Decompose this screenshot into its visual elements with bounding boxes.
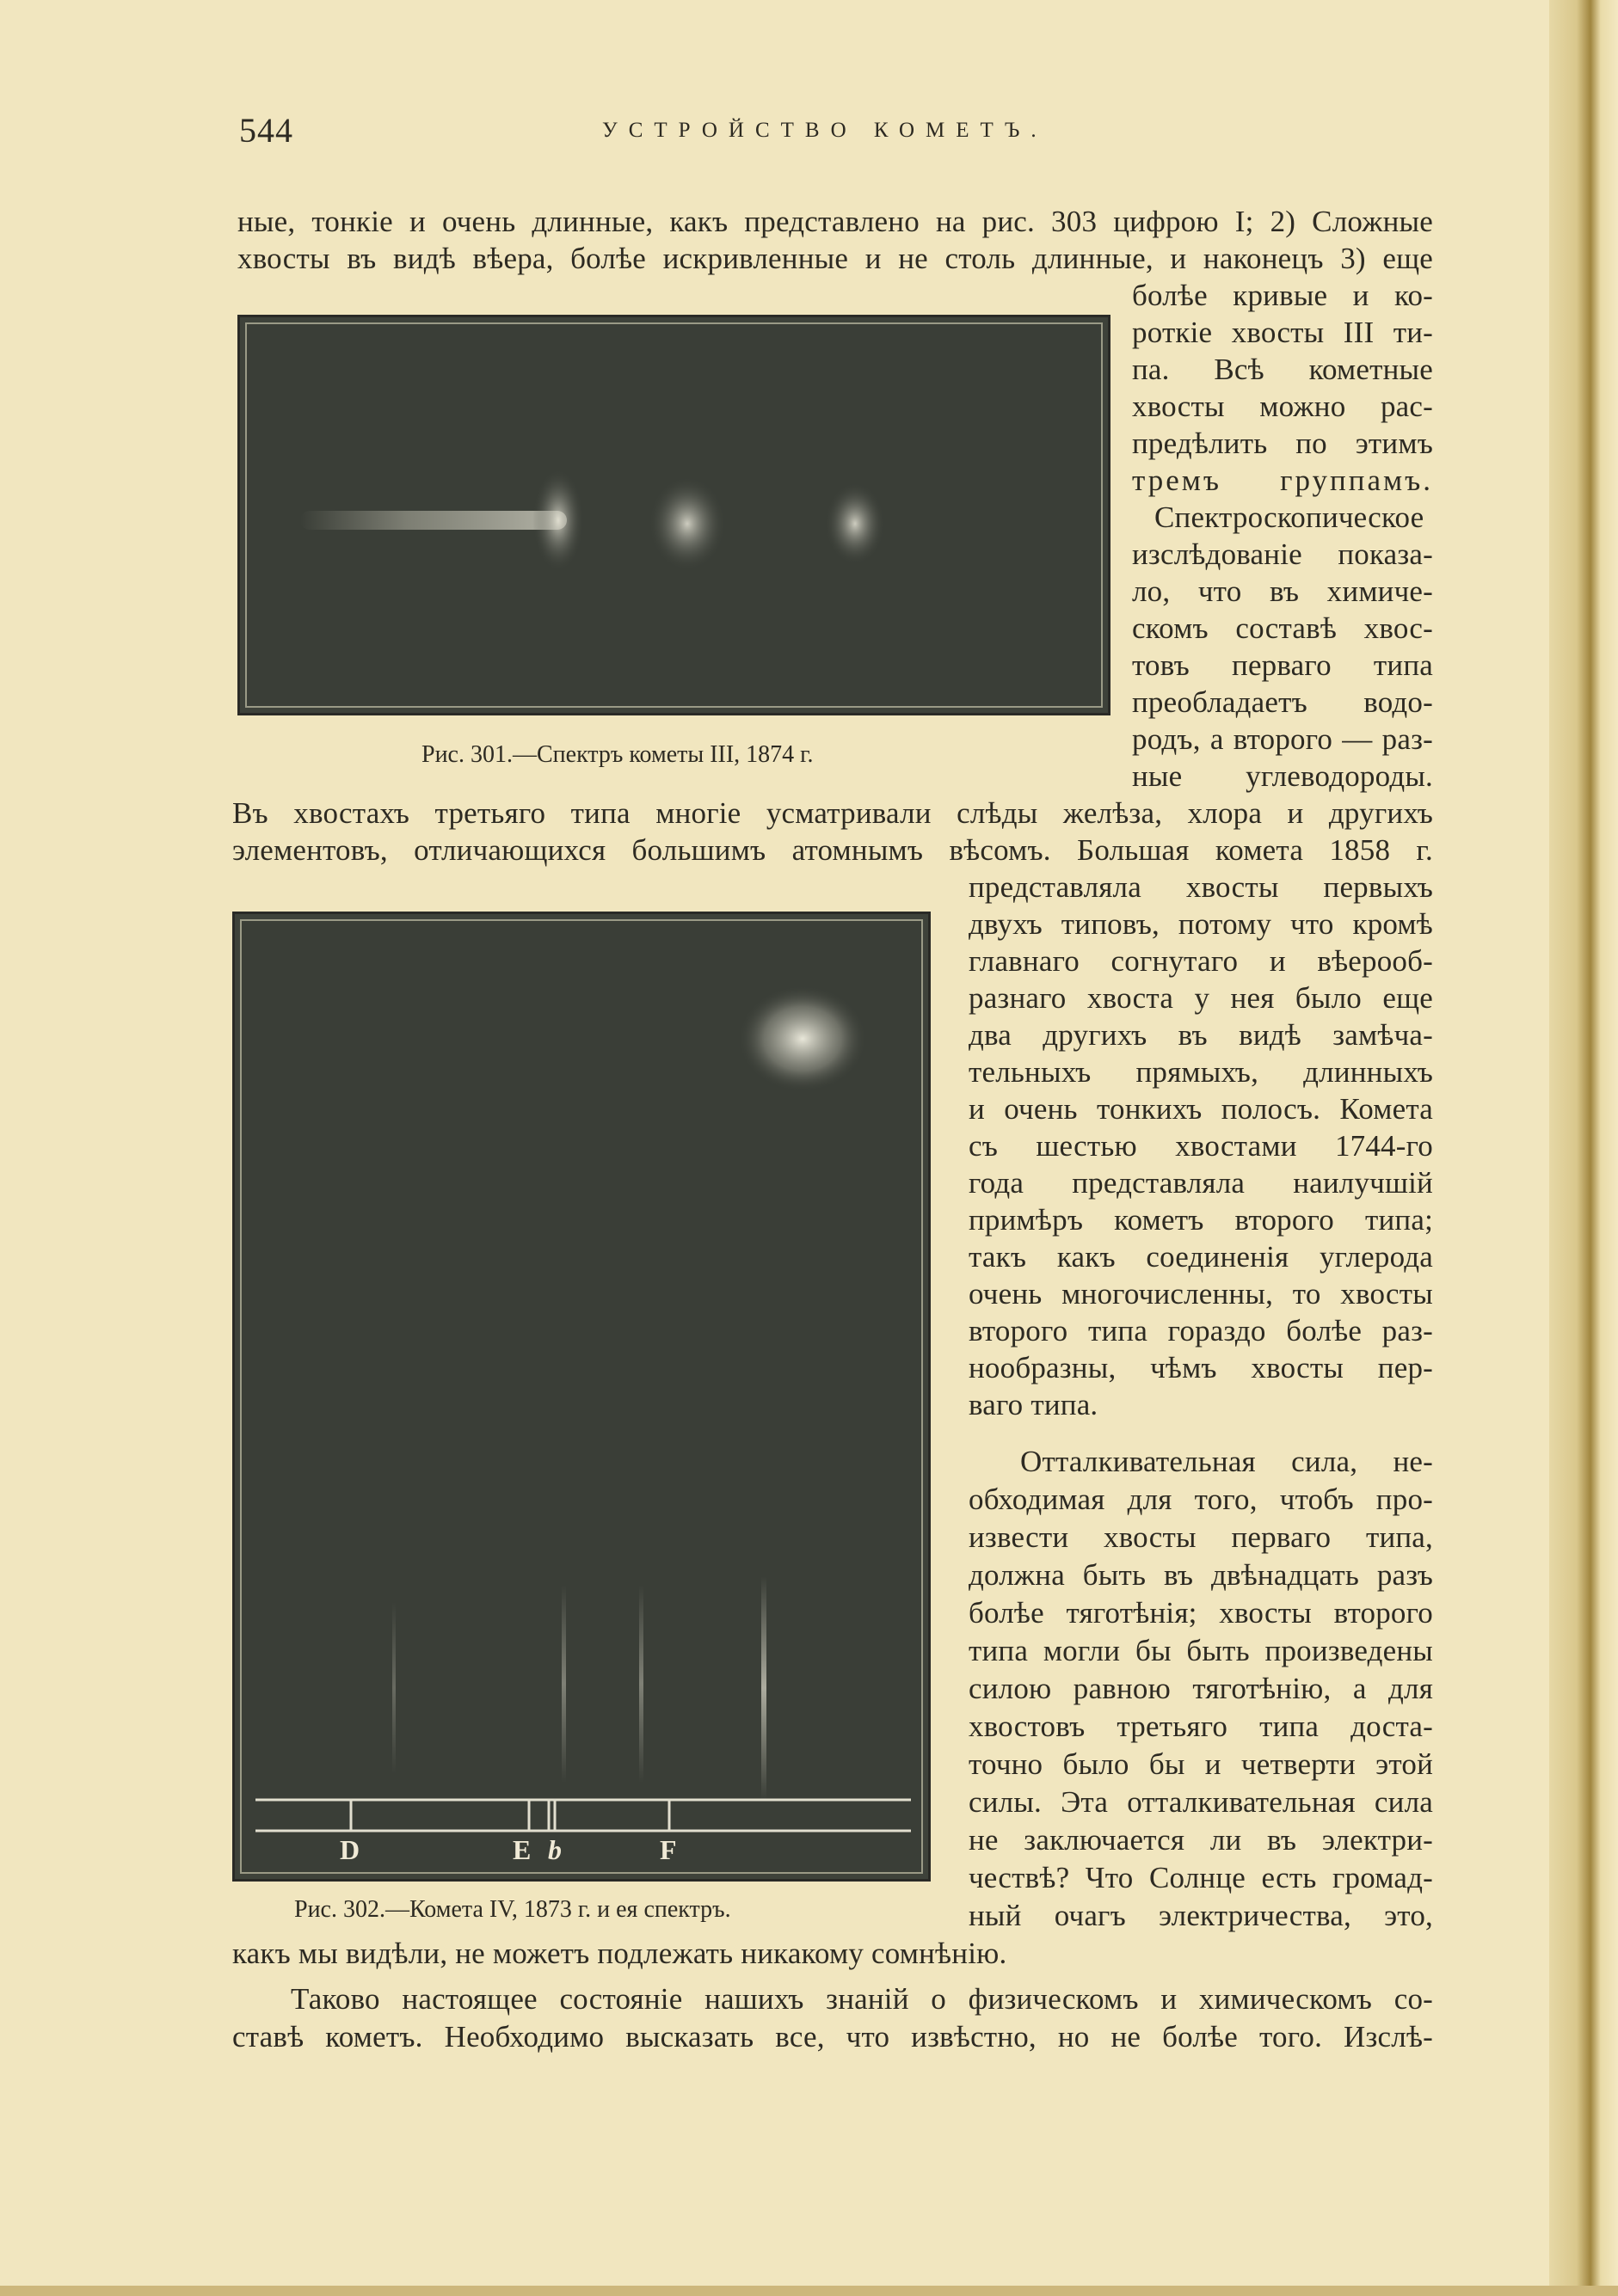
text-line: очень многочисленны, то хвосты	[969, 1277, 1433, 1311]
text-line: болѣе кривые и ко-	[1132, 279, 1433, 312]
text-line: тельныхъ прямыхъ, длинныхъ	[969, 1055, 1433, 1089]
text-line: силы. Эта отталкивательная сила	[969, 1785, 1433, 1819]
text-line: двухъ типовъ, потому что кромѣ	[969, 907, 1433, 941]
text-line: Отталкивательная сила, не-	[1020, 1445, 1433, 1478]
text-line: хвостовъ третьяго типа доста-	[969, 1710, 1433, 1743]
text-line: Въ хвостахъ третьяго типа многіе усматривали слѣды желѣза, хлора и другихъ	[232, 796, 1433, 830]
text-line: предѣлить по этимъ	[1132, 427, 1433, 460]
figure-302-caption: Рис. 302.—Комета IV, 1873 г. и ея спектръ.	[294, 1896, 731, 1923]
text-line: главнаго согнутаго и вѣерооб-	[969, 944, 1433, 978]
text-line: болѣе тяготѣнія; хвосты второго	[969, 1596, 1433, 1630]
text-line: съ шестью хвостами 1744-го	[969, 1129, 1433, 1163]
text-line: года представляла наилучшій	[969, 1166, 1433, 1200]
text-line: типа могли бы быть произведены	[969, 1634, 1433, 1667]
text-line: преобладаетъ водо-	[1132, 685, 1433, 719]
text-line: ные, тонкіе и очень длинные, какъ представлено на рис. 303 цифрою I; 2) Сложные	[237, 205, 1433, 238]
text-line: какъ мы видѣли, не можетъ подлежать никакому сомнѣнію.	[232, 1937, 1007, 1970]
figure-301-caption: Рис. 301.—Спектръ кометы III, 1874 г.	[421, 741, 814, 768]
text-line: ный очагъ электричества, это,	[969, 1899, 1433, 1932]
text-line: чествѣ? Что Солнце есть громад-	[969, 1861, 1433, 1894]
text-line: должна быть въ двѣнадцать разъ	[969, 1558, 1433, 1592]
text-line: тремъ группамъ.	[1132, 463, 1433, 497]
figure-301-image	[237, 315, 1110, 715]
text-line: точно было бы и четверти этой	[969, 1747, 1433, 1781]
spectrum-label-f: F	[660, 1834, 677, 1865]
text-line: примѣръ кометъ второго типа;	[969, 1203, 1433, 1237]
figure-302-image	[232, 912, 931, 1882]
text-line: второго типа гораздо болѣе раз-	[969, 1314, 1433, 1348]
text-line: элементовъ, отличающихся большимъ атомнымъ вѣсомъ. Большая комета 1858 г.	[232, 833, 1433, 867]
text-line: извести хвосты перваго типа,	[969, 1520, 1433, 1554]
page-edge	[1549, 0, 1618, 2296]
page-number: 544	[239, 111, 293, 150]
text-line: ло, что въ химиче-	[1132, 574, 1433, 608]
bottom-edge	[0, 2286, 1618, 2296]
text-line: родъ, а второго — раз-	[1132, 722, 1433, 756]
text-line: скомъ составѣ хвос-	[1132, 611, 1433, 645]
text-line: хвосты можно рас-	[1132, 390, 1433, 423]
text-line: ные углеводороды.	[1132, 759, 1433, 793]
text-line: Спектроскопическое	[1154, 500, 1424, 534]
text-line: нообразны, чѣмъ хвосты пер-	[969, 1351, 1433, 1384]
text-line: обходимая для того, чтобъ про-	[969, 1483, 1433, 1516]
text-line: такъ какъ соединенія углерода	[969, 1240, 1433, 1274]
spectrum-label-b: b	[548, 1834, 562, 1865]
text-line: роткіе хвосты III ти-	[1132, 316, 1433, 349]
text-line: представляла хвосты первыхъ	[969, 870, 1433, 904]
text-line: хвосты въ видѣ вѣера, болѣе искривленные и не столь длинные, и наконецъ 3) еще	[237, 242, 1433, 275]
text-line: изслѣдованіе показа-	[1132, 537, 1433, 571]
text-line: разнаго хвоста у нея было еще	[969, 981, 1433, 1015]
text-line: не заключается ли въ электри-	[969, 1823, 1433, 1857]
text-line: и очень тонкихъ полосъ. Комета	[969, 1092, 1433, 1126]
text-line: два другихъ въ видѣ замѣча-	[969, 1018, 1433, 1052]
text-line: товъ перваго типа	[1132, 648, 1433, 682]
text-line: па. Всѣ кометные	[1132, 353, 1433, 386]
text-line: ставѣ кометъ. Необходимо высказать все, что извѣстно, но не болѣе того. Изслѣ-	[232, 2020, 1433, 2054]
spectrum-label-e: E	[513, 1834, 532, 1865]
spectrum-label-d: D	[340, 1834, 360, 1865]
text-line: Таково настоящее состояніе нашихъ знаній о физическомъ и химическомъ со-	[291, 1982, 1433, 2016]
text-line: силою равною тяготѣнію, а для	[969, 1672, 1433, 1705]
text-line: ваго типа.	[969, 1388, 1098, 1421]
running-title: УСТРОЙСТВО КОМЕТЪ.	[602, 119, 1048, 142]
